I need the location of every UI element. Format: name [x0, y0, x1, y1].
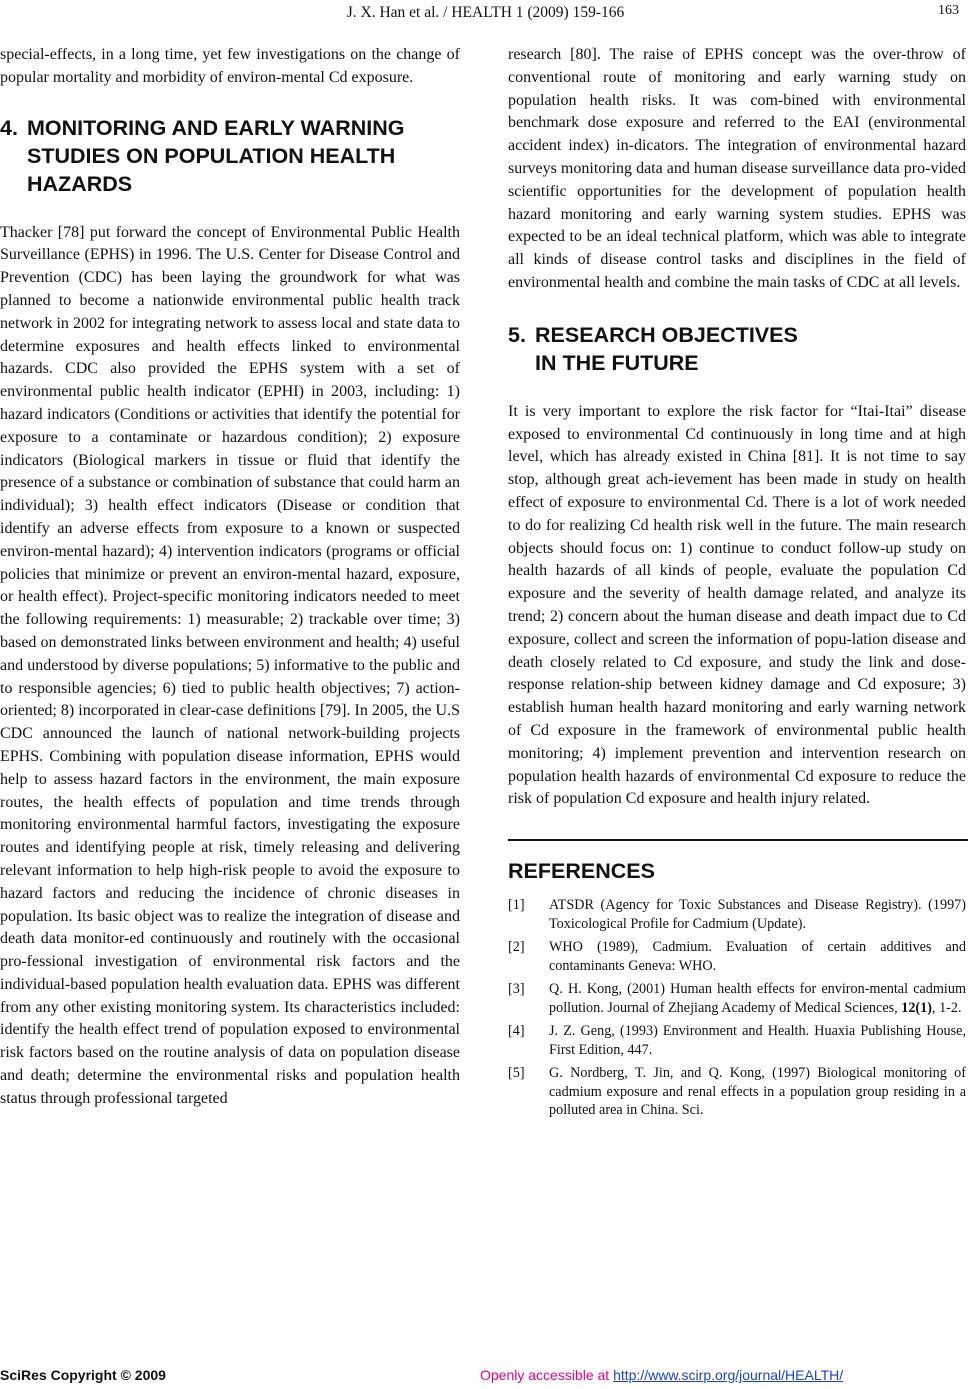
reference-item	[508, 1022, 966, 1059]
references-heading: REFERENCES	[508, 859, 655, 884]
copyright-footer: SciRes Copyright © 2009	[0, 1367, 166, 1383]
reference-text: J. Z. Geng, (1993) Environment and Health. Huaxia Publishing House, First Edition, 447.	[549, 1023, 966, 1058]
page-number: 163	[938, 3, 959, 18]
left-column	[0, 44, 460, 1111]
reference-number: [3]	[508, 981, 525, 998]
section-4-body: Thacker [78] put forward the concept of Environmental Public Health Surveillance (EPHS) in 1996. The U.S. Center for Disease Control and Prevention (CDC) has been laying the groundwork for what was planned to become a nationwide environmental public health track network in 2002 for integrating network to assess local and state data to determine exposures and health effects linked to environmental hazards. CDC also provided the EPHS system with a set of environmental public health indicator (EPHI) in 2003, including: 1) hazard indicators (Conditions or activities that identify the potential for exposure to a contaminate or hazardous condition); 2) exposure indicators (Biological markers in tissue or fluid that identify the presence of a substance or combination of substance that could harm an individual); 3) health effect indicators (Disease or condition that identify an adverse effects from exposure to a known or suspected environ-mental hazard); 4) intervention indicators (programs or official policies that minimize or prevent an environ-mental hazard, exposure, or health effect). Project-specific monitoring indicators needed to meet the following requirements: 1) measurable; 2) trackable over time; 3) based on demonstrated links between environment and health; 4) useful and understood by diverse populations; 5) informative to the public and to responsible agencies; 6) tied to public health objectives; 7) action-oriented; 8) incorporated in clear-case definitions [79]. In 2005, the U.S CDC announced the launch of national network-building projects EPHS. Combining with population disease information, EPHS would help to assess hazard factors in the environment, the main exposure routes, the health effects of population and time trends through monitoring environmental harmful factors, investigating the exposure routes and identifying people at risk, timely releasing and delivering relevant information to help high-risk people to avoid the exposure to hazard factors and reducing the incidence of chronic diseases in population. Its basic object was to realize the integration of disease and death data monitor-ed continuously and routinely with the occasional pro-fessional investigation of environmental risk factors and the individual-based population health evaluation data. EPHS was different from any other existing monitoring system. Its characteristics included: identify the health effect trend of population exposed to environmental risk factors based on the routine analysis of data on population disease and death; determine the environmental risks and population health status through professional targeted	[0, 223, 460, 1107]
reference-item	[508, 938, 966, 975]
continued-paragraph: research [80]. The raise of EPHS concept was the over-throw of conventional route of monitoring and early warning study on population health risks. It was com-bined with environmental benchmark dose exposure and referred to the EAI (environmental accident index) in-dicators. The integration of environmental hazard surveys monitoring data and human disease surveillance data pro-vided scientific opportunities for the development of population health hazard monitoring and early warning system studies. EPHS was expected to be an ideal technical platform, which was able to integrate all kinds of disease control tasks and disciplines in the field of environmental health and combine the main tasks of CDC at all levels.	[508, 46, 966, 291]
section-4-title-line-3: HAZARDS	[27, 171, 133, 196]
right-column	[508, 44, 966, 1125]
section-4-heading	[0, 114, 460, 198]
reference-list	[508, 896, 966, 1120]
reference-item	[508, 896, 966, 933]
reference-volume: 12(1)	[901, 999, 932, 1016]
running-header: J. X. Han et al. / HEALTH 1 (2009) 159-166	[346, 4, 625, 21]
journal-link[interactable]: http://www.scirp.org/journal/HEALTH/	[613, 1367, 844, 1383]
reference-number: [5]	[508, 1065, 525, 1082]
open-access-footer	[480, 1367, 843, 1383]
section-5-title-line-1: RESEARCH OBJECTIVES	[535, 322, 798, 347]
reference-item	[508, 1064, 966, 1120]
reference-text: WHO (1989), Cadmium. Evaluation of certain additives and contaminants Geneva: WHO.	[549, 939, 966, 974]
reference-number: [1]	[508, 897, 525, 914]
reference-number: [4]	[508, 1023, 525, 1040]
reference-text: G. Nordberg, T. Jin, and Q. Kong, (1997) Biological monitoring of cadmium exposure and renal effects in a population group residing in a polluted area in China. Sci.	[549, 1065, 966, 1119]
open-access-label: Openly accessible at	[480, 1367, 614, 1383]
section-5-heading	[508, 321, 966, 377]
section-4-number: 4.	[0, 115, 18, 140]
reference-text: Q. H. Kong, (2001) Human health effects for environ-mental cadmium pollution. Journal of Zhejiang Academy of Medical Sciences, 12(1), 1-2.	[549, 981, 966, 1016]
reference-item	[508, 980, 966, 1017]
section-5-body: It is very important to explore the risk factor for “Itai-Itai” disease exposed to environmental Cd continuously in long time and at high level, which has already existed in China [81]. It is not time to say stop, although great ach-ievement has been made in study on health effect of exposure to environmental Cd. There is a lot of work needed to do for realizing Cd health risk well in the future. The main research objects should focus on: 1) continue to conduct follow-up study on health hazards of all kinds of people, evaluate the population Cd exposure and the severity of health damage related, and analyze its trend; 2) concern about the human disease and death impact due to Cd exposure, collect and screen the information of popu-lation disease and death closely related to Cd exposure, and study the link and dose-response relation-ship between kidney damage and Cd exposure; 3) establish human health hazard monitoring and early warning network of Cd exposure in the framework of environmental public health monitoring; 4) implement prevention and intervention research on population health hazards of environmental Cd exposure to reduce the risk of population Cd exposure and health injury related.	[508, 402, 966, 808]
section-5-title-line-2: IN THE FUTURE	[535, 350, 699, 375]
section-5-number: 5.	[508, 322, 526, 347]
reference-number: [2]	[508, 939, 525, 956]
reference-text: ATSDR (Agency for Toxic Substances and Disease Registry). (1997) Toxicological Profile for Cadmium (Update).	[549, 897, 966, 932]
intro-paragraph: special-effects, in a long time, yet few investigations on the change of popular mortality and morbidity of environ-mental Cd exposure.	[0, 46, 460, 86]
section-4-title-line-1: MONITORING AND EARLY WARNING	[27, 115, 405, 140]
section-4-title-line-2: STUDIES ON POPULATION HEALTH	[27, 143, 396, 168]
